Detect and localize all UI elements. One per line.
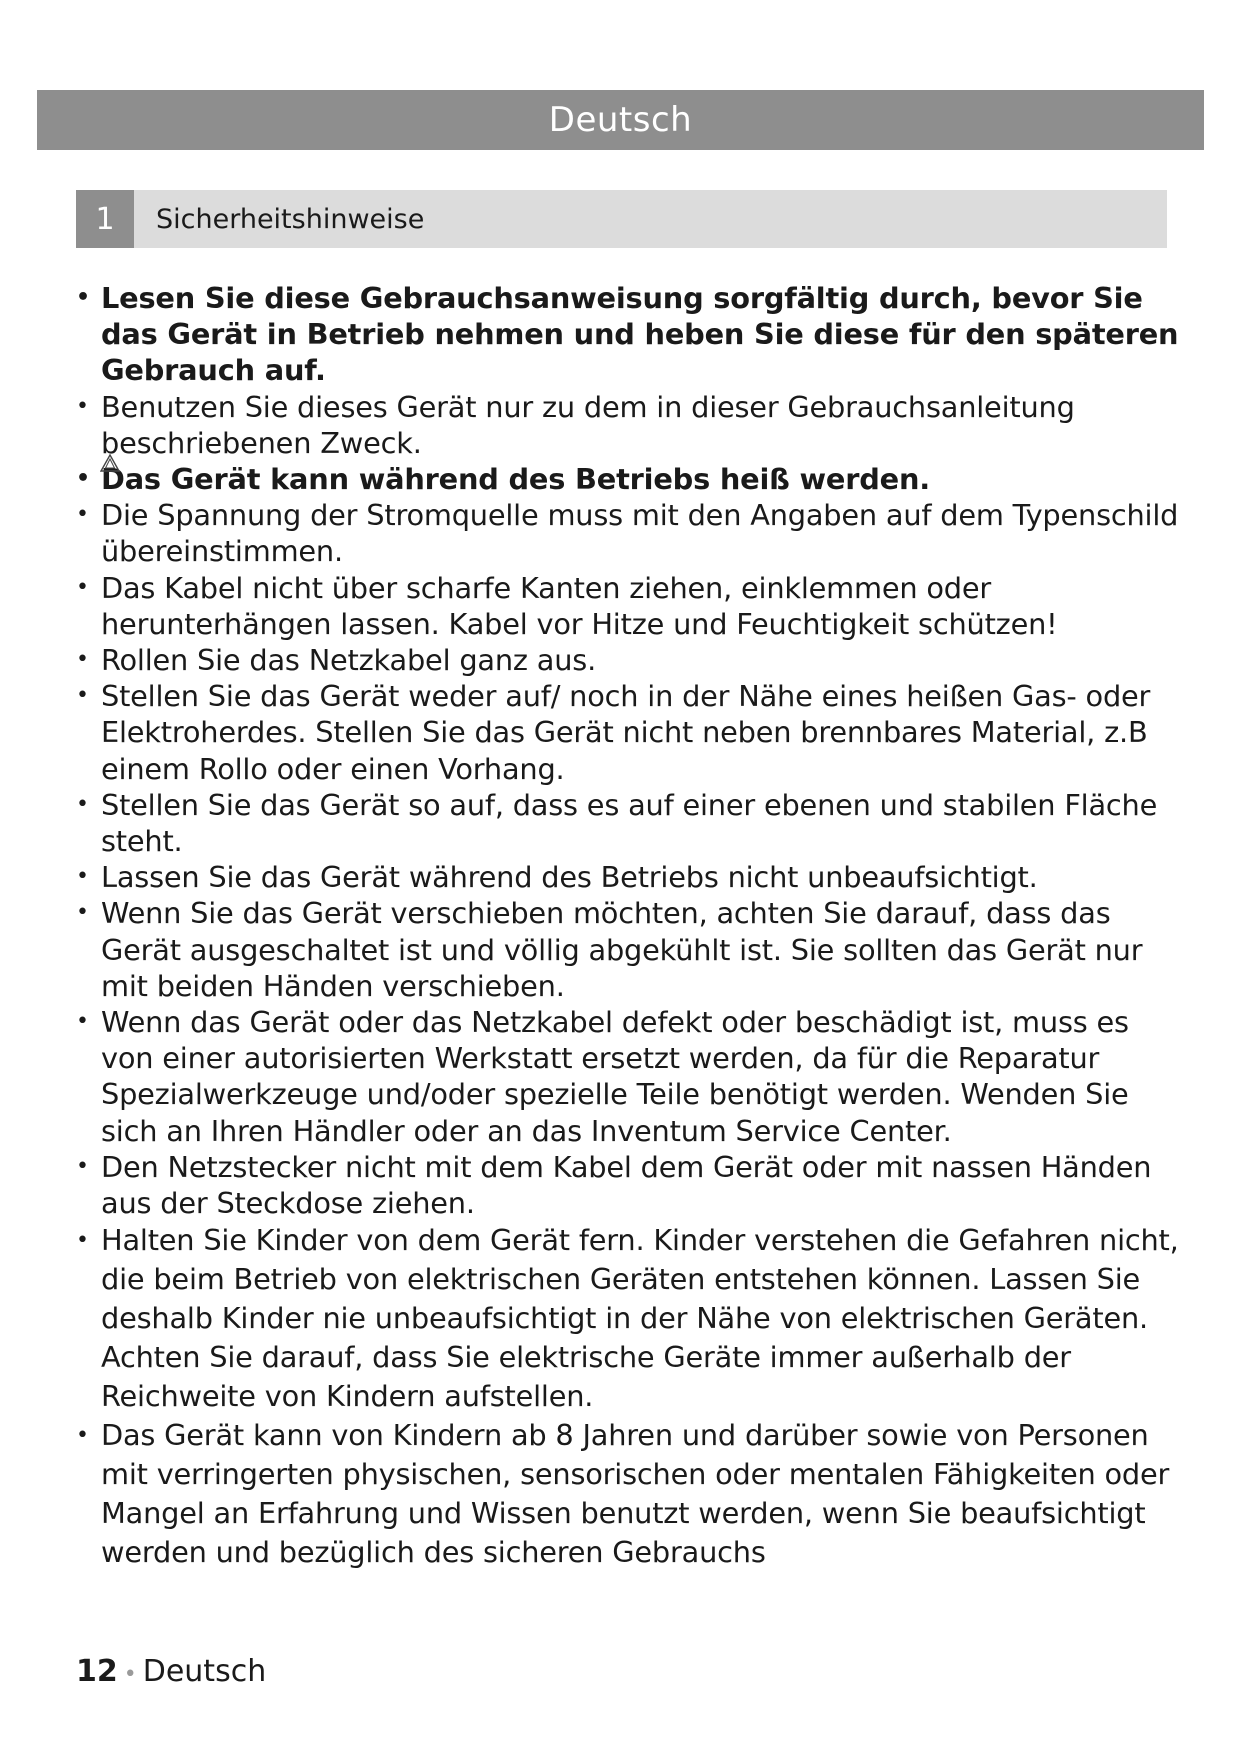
list-item: • Wenn das Gerät oder das Netzkabel defekt oder beschädigt ist, muss es von einer autorisierten Werkstatt ersetzt werden, da für die Reparatur Spezialwerkzeuge und/oder spezielle Teile benötigt werden. Wenden Sie sich an Ihren Händler oder an das Inventum Service Center. (76, 1004, 1186, 1149)
section-number: 1 (76, 190, 134, 248)
list-item: • Stellen Sie das Gerät weder auf/ noch in der Nähe eines heißen Gas- oder Elektroherdes. Stellen Sie das Gerät nicht neben brennbares Material, z.B einem Rollo oder einen Vorhang. (76, 678, 1186, 787)
safety-instructions-list (76, 280, 1186, 1572)
list-item: • Benutzen Sie dieses Gerät nur zu dem in dieser Gebrauchsanleitung beschriebenen Zweck. (76, 389, 1186, 461)
language-banner (37, 90, 1204, 150)
list-item: • Das Kabel nicht über scharfe Kanten ziehen, einklemmen oder herunterhängen lassen. Kabel vor Hitze und Feuchtigkeit schützen! (76, 570, 1186, 642)
list-item: • Wenn Sie das Gerät verschieben möchten, achten Sie darauf, dass das Gerät ausgeschaltet ist und völlig abgekühlt ist. Sie sollten das Gerät nur mit beiden Händen verschieben. (76, 895, 1186, 1004)
list-item: • Lassen Sie das Gerät während des Betriebs nicht unbeaufsichtigt. (76, 859, 1186, 895)
warning-text: Das Gerät kann während des Betriebs heiß werden. (101, 462, 931, 497)
list-item: • Rollen Sie das Netzkabel ganz aus. (76, 642, 1186, 678)
list-item: • Den Netzstecker nicht mit dem Kabel dem Gerät oder mit nassen Händen aus der Steckdose ziehen. (76, 1149, 1186, 1221)
list-item: • Halten Sie Kinder von dem Gerät fern. Kinder verstehen die Gefahren nicht, die beim Betrieb von elektrischen Geräten entstehen können. Lassen Sie deshalb Kinder nie unbeaufsichtigt in der Nähe von elektrischen Geräten. Achten Sie darauf, dass Sie elektrische Geräte immer außerhalb der Reichweite von Kindern aufstellen. (76, 1221, 1186, 1416)
list-item: • Die Spannung der Stromquelle muss mit den Angaben auf dem Typenschild übereinstimmen. (76, 497, 1186, 569)
list-item: • Lesen Sie diese Gebrauchsanweisung sorgfältig durch, bevor Sie das Gerät in Betrieb nehmen und heben Sie diese für den späteren Gebrauch auf. (76, 280, 1186, 389)
warning-triangle-icon (100, 454, 120, 472)
banner-title: Deutsch (548, 100, 693, 140)
footer-separator: • (123, 1662, 137, 1687)
page-footer (76, 1654, 266, 1689)
list-item: • Stellen Sie das Gerät so auf, dass es auf einer ebenen und stabilen Fläche steht. (76, 787, 1186, 859)
footer-language: Deutsch (142, 1654, 267, 1689)
list-item: • Das Gerät kann von Kindern ab 8 Jahren und darüber sowie von Personen mit verringerten physischen, sensorischen oder mentalen Fähigkeiten oder Mangel an Erfahrung und Wissen benutzt werden, wenn Sie beaufsichtigt werden und bezüglich des sicheren Gebrauchs (76, 1416, 1186, 1572)
section-title: Sicherheitshinweise (156, 203, 425, 235)
list-item-warning (76, 461, 1186, 497)
section-header (76, 190, 1167, 248)
page-number: 12 (76, 1654, 118, 1689)
